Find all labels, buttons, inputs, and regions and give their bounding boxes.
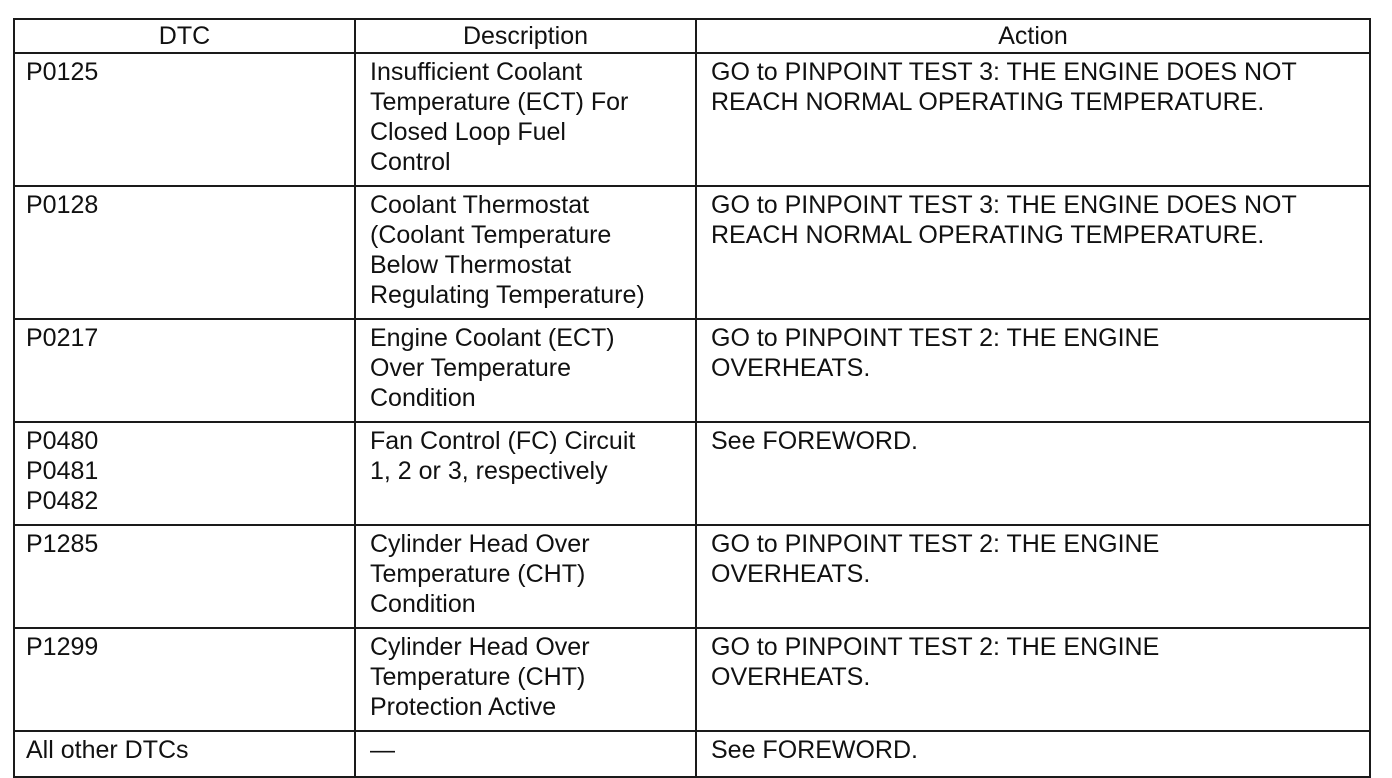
dtc-code: All other DTCs (26, 736, 189, 764)
description-cell (355, 319, 696, 422)
description-line: Temperature (ECT) For (370, 88, 629, 116)
action-line: GO to PINPOINT TEST 3: THE ENGINE DOES NOT (711, 58, 1297, 86)
action-cell (696, 628, 1370, 731)
dtc-code: P1299 (26, 633, 99, 661)
description-line: Fan Control (FC) Circuit (370, 427, 636, 455)
action-cell (696, 422, 1370, 525)
description-line: 1, 2 or 3, respectively (370, 457, 608, 485)
description-line: Insufficient Coolant (370, 58, 583, 86)
dtc-code: P0481 (26, 457, 99, 485)
dtc-table (13, 18, 1371, 778)
dtc-cell (14, 186, 355, 319)
table-row (14, 628, 1370, 731)
dtc-code: P0217 (26, 324, 99, 352)
action-line: OVERHEATS. (711, 354, 871, 382)
dtc-code: P0482 (26, 487, 99, 515)
dtc-cell (14, 53, 355, 186)
action-cell (696, 525, 1370, 628)
description-line: Coolant Thermostat (370, 191, 590, 219)
action-line: OVERHEATS. (711, 560, 871, 588)
action-line: See FOREWORD. (711, 427, 918, 455)
action-line: GO to PINPOINT TEST 3: THE ENGINE DOES NOT (711, 191, 1297, 219)
table-header-row (14, 19, 1370, 53)
description-line: Engine Coolant (ECT) (370, 324, 615, 352)
dtc-cell (14, 731, 355, 777)
action-line: OVERHEATS. (711, 663, 871, 691)
description-cell (355, 525, 696, 628)
description-line: Condition (370, 590, 476, 618)
dtc-code: P0125 (26, 58, 99, 86)
description-line: Over Temperature (370, 354, 572, 382)
dtc-cell (14, 319, 355, 422)
description-line: — (370, 736, 395, 764)
action-cell (696, 731, 1370, 777)
table-row (14, 525, 1370, 628)
action-cell (696, 186, 1370, 319)
table-row (14, 422, 1370, 525)
description-line: Temperature (CHT) (370, 560, 586, 588)
action-cell (696, 53, 1370, 186)
description-line: Condition (370, 384, 476, 412)
description-cell (355, 186, 696, 319)
table-row (14, 53, 1370, 186)
dtc-cell (14, 628, 355, 731)
description-cell (355, 628, 696, 731)
description-line: Temperature (CHT) (370, 663, 586, 691)
description-line: Cylinder Head Over (370, 633, 590, 661)
dtc-cell (14, 525, 355, 628)
action-cell (696, 319, 1370, 422)
header-dtc: DTC (14, 19, 355, 53)
description-line: Regulating Temperature) (370, 281, 645, 309)
description-line: Below Thermostat (370, 251, 572, 279)
table-row (14, 186, 1370, 319)
action-line: GO to PINPOINT TEST 2: THE ENGINE (711, 633, 1160, 661)
dtc-cell (14, 422, 355, 525)
description-line: (Coolant Temperature (370, 221, 612, 249)
description-line: Control (370, 148, 451, 176)
description-line: Protection Active (370, 693, 557, 721)
description-cell (355, 53, 696, 186)
action-line: GO to PINPOINT TEST 2: THE ENGINE (711, 324, 1160, 352)
dtc-code: P0128 (26, 191, 99, 219)
table-row (14, 731, 1370, 777)
description-line: Cylinder Head Over (370, 530, 590, 558)
action-line: See FOREWORD. (711, 736, 918, 764)
dtc-code: P1285 (26, 530, 99, 558)
header-action: Action (696, 19, 1370, 53)
description-line: Closed Loop Fuel (370, 118, 566, 146)
table-row (14, 319, 1370, 422)
header-description: Description (355, 19, 696, 53)
action-line: REACH NORMAL OPERATING TEMPERATURE. (711, 221, 1265, 249)
description-cell (355, 422, 696, 525)
description-cell (355, 731, 696, 777)
action-line: GO to PINPOINT TEST 2: THE ENGINE (711, 530, 1160, 558)
dtc-code: P0480 (26, 427, 99, 455)
action-line: REACH NORMAL OPERATING TEMPERATURE. (711, 88, 1265, 116)
